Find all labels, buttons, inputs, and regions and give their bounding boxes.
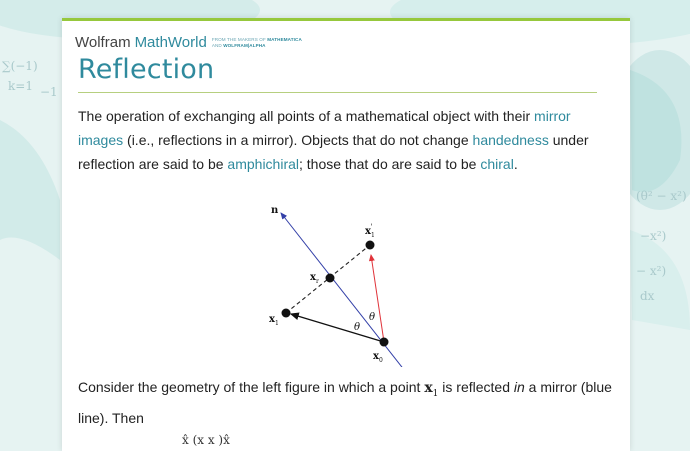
svg-text:(θ² − x²): (θ² − x²) (636, 189, 687, 203)
body-emphasis: in (513, 379, 525, 395)
intro-text: under reflection are said to be (78, 132, 589, 172)
link-mirror-images[interactable]: mirror images (78, 108, 571, 148)
body-text: a mirror (blue line). Then (78, 379, 612, 426)
svg-text:− x²): − x²) (636, 264, 667, 278)
link-handedness[interactable]: handedness (472, 132, 549, 148)
title-divider (78, 92, 597, 93)
intro-text: ; those that do are said to be (299, 156, 481, 172)
label-n: n (271, 205, 279, 216)
intro-paragraph (78, 104, 614, 176)
formula-partial: x̂ (x x )x̂ (182, 433, 230, 447)
label-x0: $x_0$ (373, 351, 383, 364)
svg-text:∑(−1): ∑(−1) (2, 59, 38, 73)
label-xr: $x_r$ (310, 272, 319, 285)
svg-text:dx: dx (640, 289, 655, 303)
svg-text:k=1: k=1 (8, 79, 33, 93)
inline-x1: $x_1$ (424, 380, 439, 399)
body-text: Consider the geometry of the left figure in which a point (78, 379, 425, 395)
intro-text: . (513, 156, 518, 172)
site-logo[interactable] (75, 34, 304, 51)
label-x1-prime: $x_1'$ (365, 223, 375, 239)
body-text: is reflected (438, 379, 514, 395)
content-sheet (62, 18, 630, 451)
svg-text:−x²): −x²) (640, 229, 667, 243)
point-x1-prime (366, 241, 375, 250)
logo-mathworld-text: MathWorld (134, 34, 207, 51)
link-amphichiral[interactable]: amphichiral (227, 156, 300, 172)
label-x1: $x_1$ (269, 314, 279, 327)
logo-tagline: FROM THE MAKERS OF MATHEMATICA AND WOLFRAM|ALPHA (211, 36, 302, 48)
point-x1 (282, 309, 291, 318)
point-xr (326, 274, 335, 283)
link-chiral[interactable]: chiral (480, 156, 514, 172)
logo-wolfram-text: Wolfram (75, 34, 131, 51)
page-title: Reflection (78, 54, 215, 85)
intro-text: (i.e., reflections in a mirror). Objects that do not change (123, 132, 473, 148)
intro-text: The operation of exchanging all points of a mathematical object with their (78, 108, 535, 124)
reflection-diagram (262, 187, 412, 367)
label-theta-right: θ (369, 312, 376, 323)
body-paragraph (78, 375, 614, 430)
point-x0 (380, 338, 389, 347)
label-theta-left: θ (354, 322, 361, 333)
svg-text:−1: −1 (40, 85, 58, 99)
reflected-vector (371, 255, 384, 342)
